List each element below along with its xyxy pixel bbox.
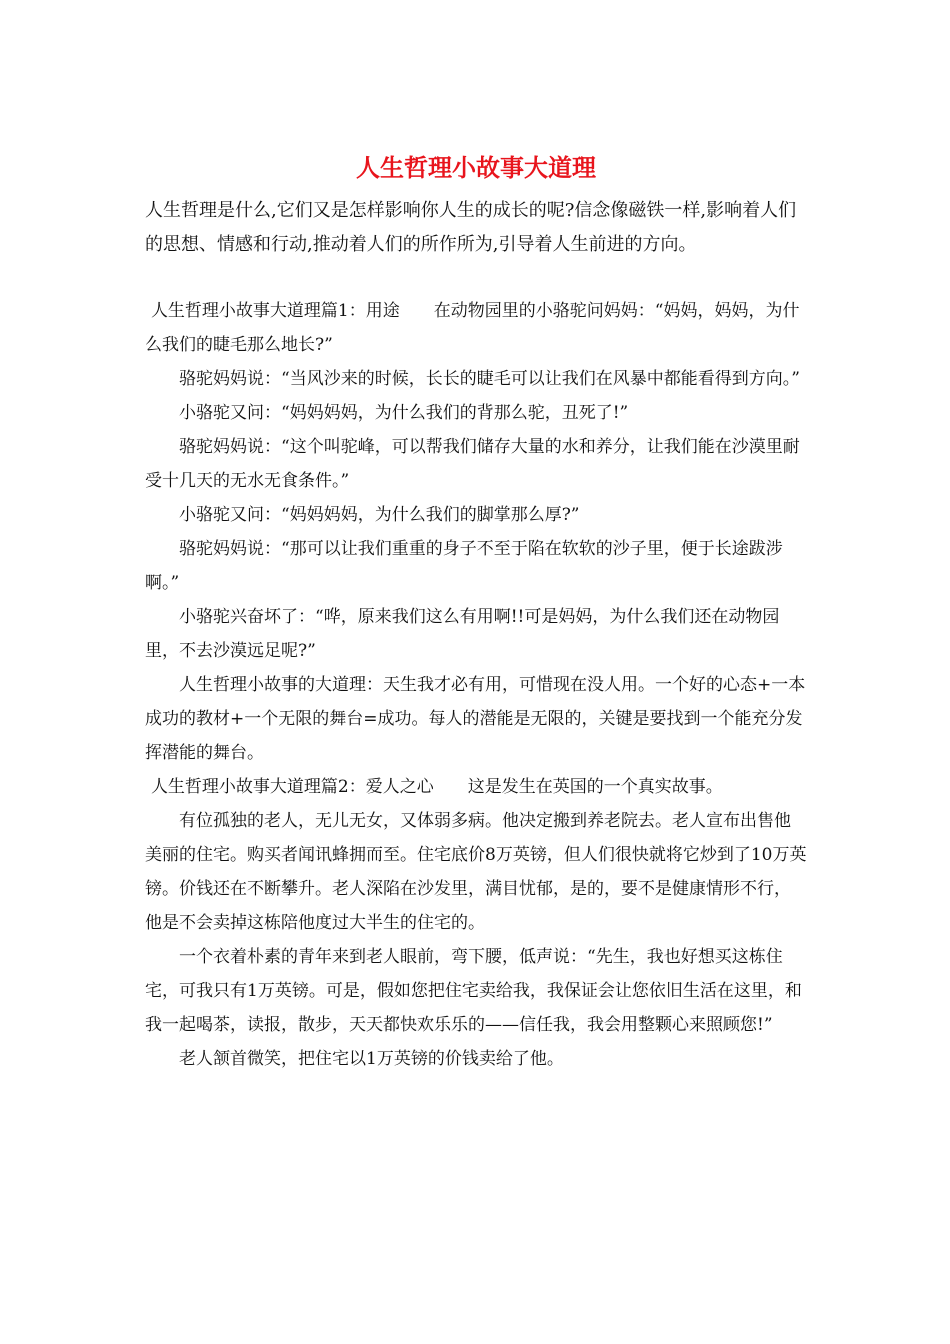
intro-paragraph: 人生哲理是什么,它们又是怎样影响你人生的成长的呢?信念像磁铁一样,影响着人们的思想、情感和行动,推动着人们的所作所为,引导着人生前进的方向。 bbox=[145, 200, 797, 255]
story-2-paragraph: 有位孤独的老人，无儿无女，又体弱多病。他决定搬到养老院去。老人宣布出售他美丽的住宅。购买者闻讯蜂拥而至。住宅底价8万英镑，但人们很快就将它炒到了10万英镑。价钱还在不断攀升。老人深陷在沙发里，满目忧郁，是的，要不是健康情形不行，他是不会卖掉这栋陪他度过大半生的住宅的。 bbox=[145, 811, 807, 933]
story-1-paragraph: 小骆驼又问：“妈妈妈妈，为什么我们的脚掌那么厚?” bbox=[179, 505, 580, 525]
story-1-moral: 人生哲理小故事的大道理：天生我才必有用，可惜现在没人用。一个好的心态+一本成功的教材+一个无限的舞台=成功。每人的潜能是无限的，关键是要找到一个能充分发挥潜能的舞台。 bbox=[145, 675, 806, 763]
story-1-paragraph: 骆驼妈妈说：“这个叫驼峰，可以帮我们储存大量的水和养分，让我们能在沙漠里耐受十几天的无水无食条件。” bbox=[145, 437, 800, 491]
story-1-lead: 人生哲理小故事大道理篇1：用途 在动物园里的小骆驼问妈妈：“妈妈，妈妈，为什么我们的睫毛那么地长?” bbox=[145, 301, 800, 355]
document-page bbox=[145, 150, 807, 1076]
story-1-paragraph: 小骆驼又问：“妈妈妈妈，为什么我们的背那么驼，丑死了!” bbox=[179, 403, 629, 423]
story-1-paragraph: 骆驼妈妈说：“当风沙来的时候，长长的睫毛可以让我们在风暴中都能看得到方向。” bbox=[179, 369, 800, 389]
story-1-paragraph: 小骆驼兴奋坏了：“哗，原来我们这么有用啊!!可是妈妈，为什么我们还在动物园里，不去沙漠远足呢?” bbox=[145, 607, 780, 661]
story-1 bbox=[145, 294, 807, 770]
story-2-paragraph: 老人颔首微笑，把住宅以1万英镑的价钱卖给了他。 bbox=[179, 1049, 564, 1069]
section-gap bbox=[145, 262, 807, 294]
story-2-lead: 人生哲理小故事大道理篇2：爱人之心 这是发生在英国的一个真实故事。 bbox=[150, 777, 723, 797]
document-title: 人生哲理小故事大道理 bbox=[356, 153, 596, 182]
story-1-paragraph: 骆驼妈妈说：“那可以让我们重重的身子不至于陷在软软的沙子里，便于长途跋涉啊。” bbox=[145, 539, 783, 593]
story-2-paragraph: 一个衣着朴素的青年来到老人眼前，弯下腰，低声说：“先生，我也好想买这栋住宅，可我只有1万英镑。可是，假如您把住宅卖给我，我保证会让您依旧生活在这里，和我一起喝茶，读报，散步，天天都快欢乐乐的——信任我，我会用整颗心来照顾您!” bbox=[145, 947, 802, 1035]
story-2 bbox=[145, 770, 807, 1076]
